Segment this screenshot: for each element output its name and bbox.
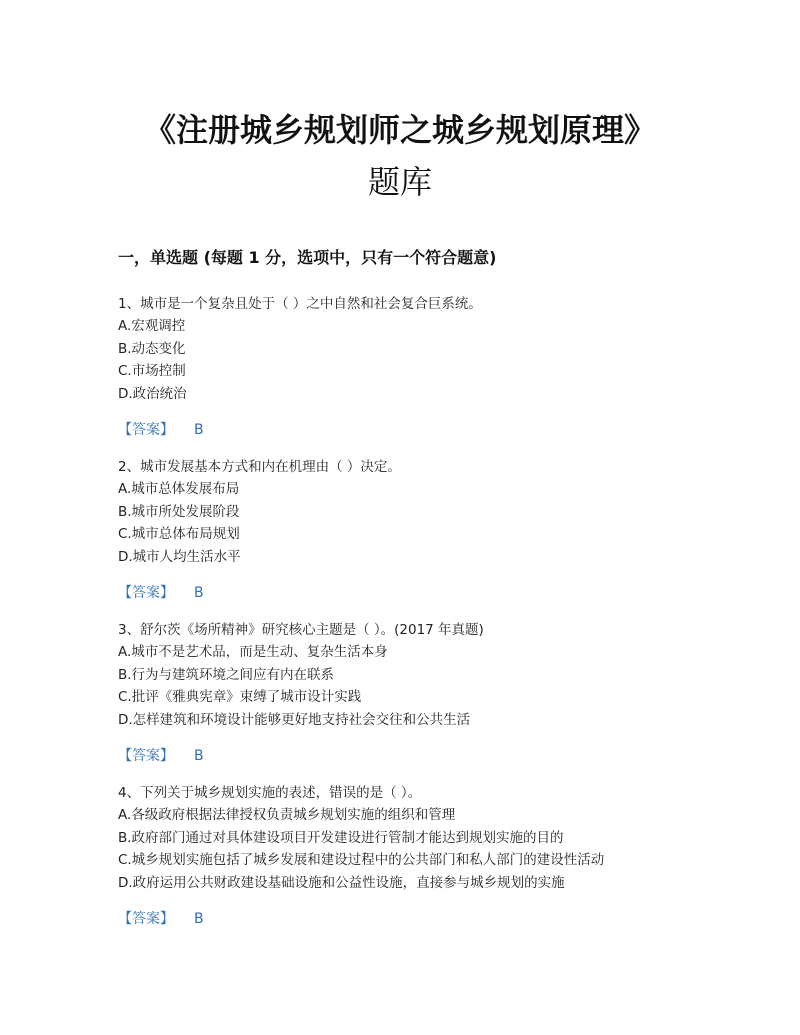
- question-3: [118, 619, 718, 767]
- answer-value: B: [194, 422, 204, 438]
- option-b: B.行为与建筑环境之间应有内在联系: [118, 666, 335, 683]
- option-a: A.城市不是艺术品，而是生动、复杂生活本身: [118, 644, 388, 660]
- answer-label: 【答案】: [118, 911, 174, 927]
- option-b: B.动态变化: [118, 340, 186, 357]
- option-a: A.各级政府根据法律授权负责城乡规划实施的组织和管理: [118, 807, 456, 823]
- answer-row: [118, 419, 718, 441]
- option-c: C.城乡规划实施包括了城乡发展和建设过程中的公共部门和私人部门的建设性活动: [118, 852, 605, 868]
- option-c: C.批评《雅典宪章》束缚了城市设计实践: [118, 689, 362, 705]
- answer-label: 【答案】: [118, 422, 174, 438]
- question-4: [118, 782, 718, 930]
- option-d: D.政府运用公共财政建设基础设施和公益性设施，直接参与城乡规划的实施: [118, 874, 565, 891]
- answer-row: [118, 908, 718, 930]
- answer-label: 【答案】: [118, 585, 174, 601]
- question-stem: 1、城市是一个复杂且处于（ ）之中自然和社会复合巨系统。: [118, 296, 482, 312]
- question-stem: 3、舒尔茨《场所精神》研究核心主题是（ ）。(2017 年真题): [118, 622, 484, 638]
- option-d: D.政治统治: [118, 385, 187, 402]
- answer-row: [118, 582, 718, 604]
- option-a: A.宏观调控: [118, 318, 186, 334]
- section-heading: 一，单选题 (每题 1 分，选项中，只有一个符合题意): [118, 248, 497, 267]
- question-stem: 2、城市发展基本方式和内在机理由（ ）决定。: [118, 459, 401, 475]
- option-b: B.城市所处发展阶段: [118, 503, 240, 520]
- answer-value: B: [194, 748, 204, 764]
- option-d: D.怎样建筑和环境设计能够更好地支持社会交往和公共生活: [118, 711, 471, 728]
- option-a: A.城市总体发展布局: [118, 481, 240, 497]
- document-subtitle: 题库: [367, 163, 432, 201]
- question-1: [118, 293, 718, 441]
- option-d: D.城市人均生活水平: [118, 548, 241, 565]
- option-c: C.城市总体布局规划: [118, 526, 240, 542]
- option-c: C.市场控制: [118, 363, 186, 379]
- option-b: B.政府部门通过对具体建设项目开发建设进行管制才能达到规划实施的目的: [118, 829, 564, 846]
- document-title: 《注册城乡规划师之城乡规划原理》: [143, 111, 656, 149]
- question-2: [118, 456, 718, 604]
- answer-value: B: [194, 585, 204, 601]
- answer-value: B: [194, 911, 204, 927]
- question-stem: 4、下列关于城乡规划实施的表述，错误的是（ ）。: [118, 785, 422, 801]
- answer-label: 【答案】: [118, 748, 174, 764]
- answer-row: [118, 745, 718, 767]
